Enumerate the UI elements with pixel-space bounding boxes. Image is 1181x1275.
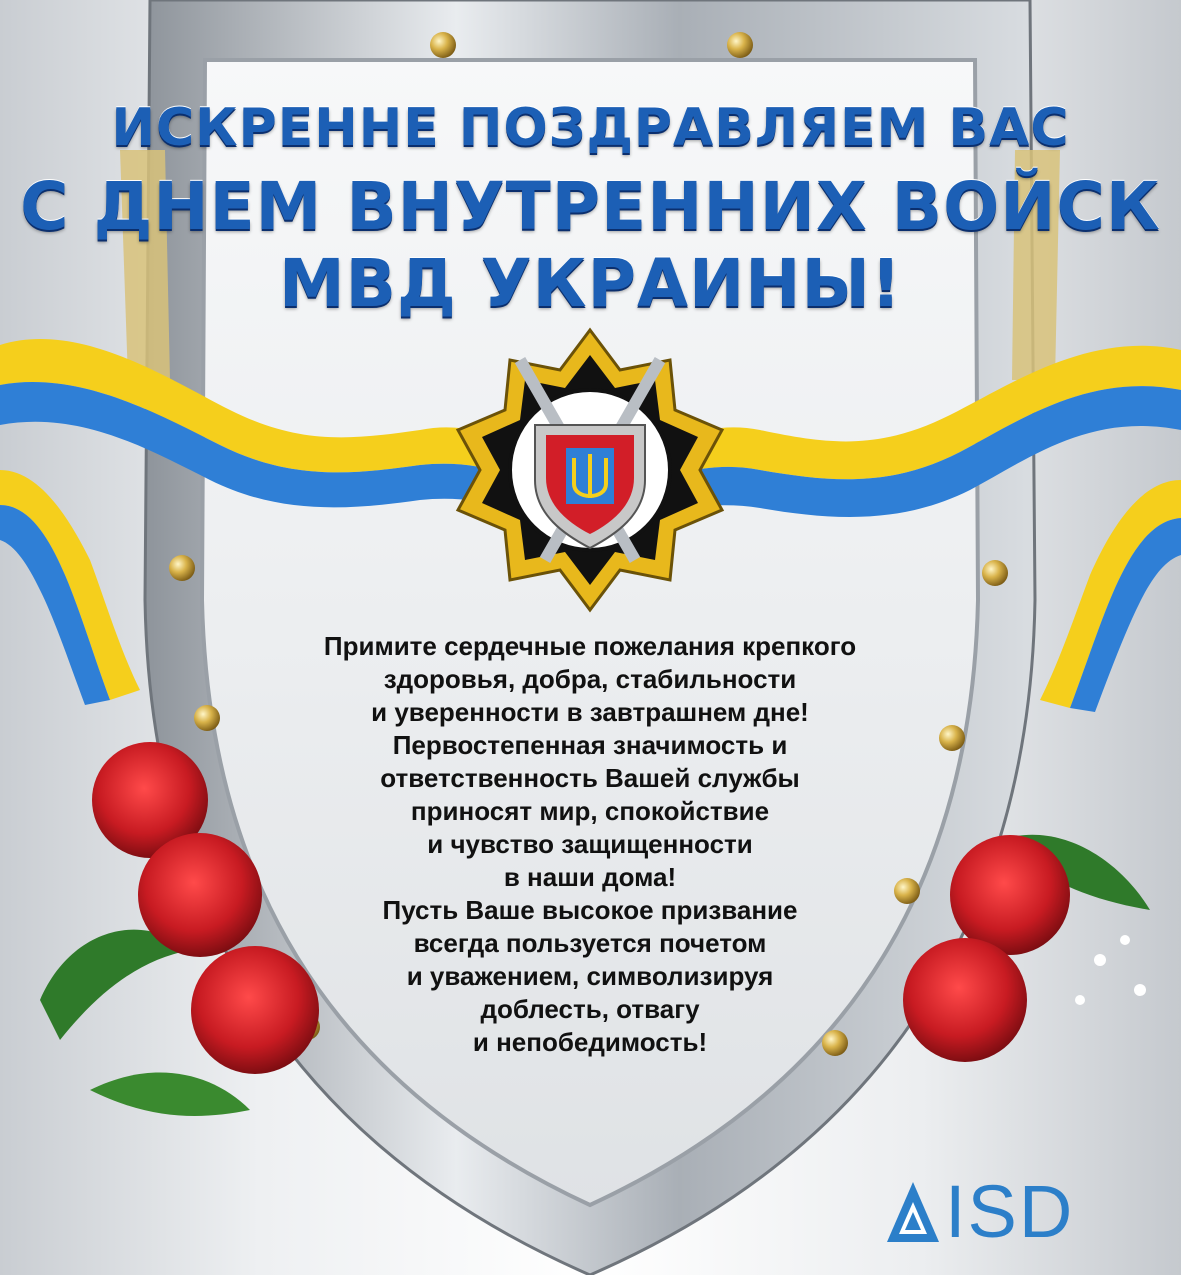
message-line: приносят мир, спокойствие xyxy=(410,796,770,826)
message-line: в наши дома! xyxy=(503,862,677,892)
message-line: Пусть Ваше высокое призвание xyxy=(382,895,798,925)
message-line: всегда пользуется почетом xyxy=(413,928,767,958)
logo-text: ISD xyxy=(945,1170,1075,1253)
isd-logo xyxy=(885,1170,1145,1253)
message-line: и уверенности в завтрашнем дне! xyxy=(371,697,809,727)
message-line: здоровья, добра, стабильности xyxy=(383,664,797,694)
message-line: ответственность Вашей службы xyxy=(380,763,800,793)
isd-logo-icon xyxy=(885,1180,941,1244)
headline-line-2: С ДНЕМ ВНУТРЕННИХ ВОЙСК xyxy=(20,168,1161,245)
message-line: и непобедимость! xyxy=(472,1027,708,1057)
message-line: Первостепенная значимость и xyxy=(392,730,788,760)
message-line: и уважением, символизируя xyxy=(406,961,774,991)
headline-line-3: МВД УКРАИНЫ! xyxy=(279,245,902,322)
greeting-message xyxy=(300,630,880,1059)
message-line: и чувство защищенности xyxy=(427,829,753,859)
message-line: Примите сердечные пожелания крепкого xyxy=(323,631,857,661)
message-line: доблесть, отвагу xyxy=(480,994,700,1024)
headline-line-1: ИСКРЕННЕ ПОЗДРАВЛЯЕМ ВАС xyxy=(111,98,1070,158)
